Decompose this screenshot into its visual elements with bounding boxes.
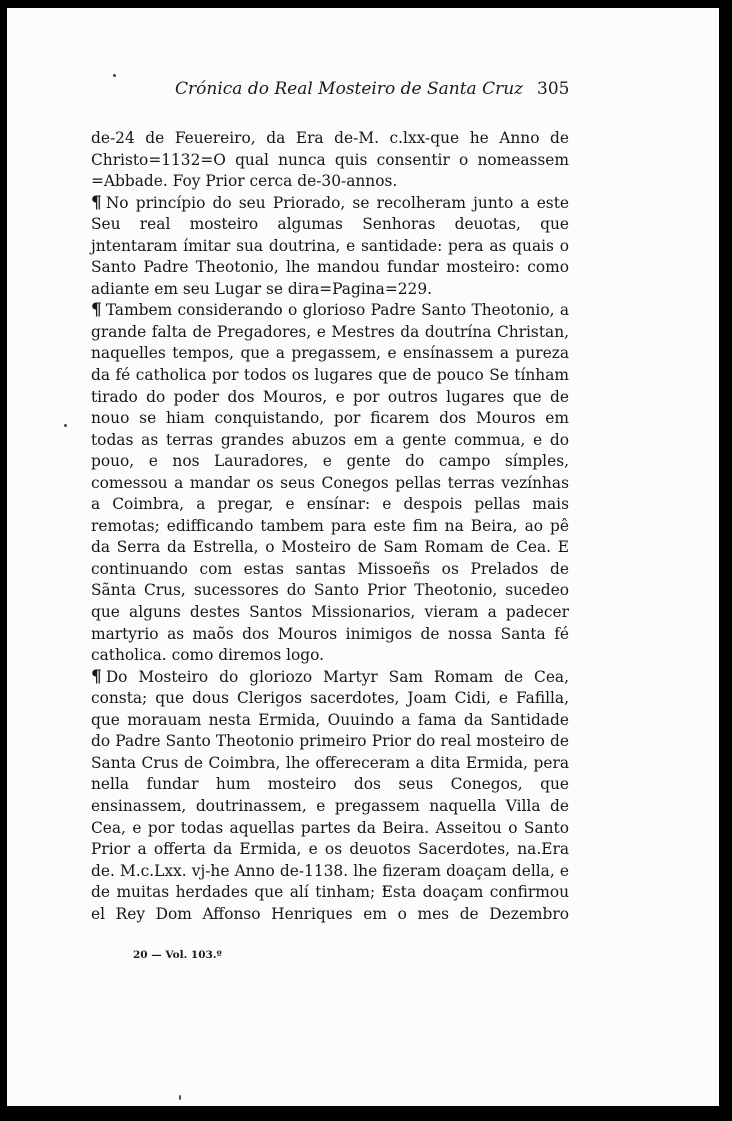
ink-speck: [64, 424, 67, 427]
pilcrow-icon: ¶: [91, 300, 102, 321]
pilcrow-icon: ¶: [91, 666, 102, 687]
ink-speck: [113, 74, 116, 77]
paragraph-text: Tambem considerando o glorioso Padre Santo Theotonio, a grande falta de Pregadores, e Mestres da doutrína Christan, naquelles tempos, que a pregassem, e ensínassem a pureza da fé catholica por todos os lugares que de pouco Se tínham tirado do poder dos Mouros, e por outros lugares que de nouo se hiam conquistando, por ficarem dos Mouros em todas as terras grandes abuzos em a gente commua, e do pouo, e nos Lauradores, e gente do campo símples, comessou a mandar os seus Conegos pellas terras vezínhas a Coimbra, a pregar, e ensínar: e despois pellas mais remotas; edifficando tambem para este fim na Beira, ao pê da Serra da Estrella, o Mosteiro de Sam Romam de Cea. E continuando com estas santas Missoeñs os Prelados de Sãnta Crus, sucessores do Santo Prior Theotonio, sucedeo que alguns destes Santos Missionarios, vieram a padecer martyrio as maõs dos Mouros inimigos de nossa Santa fé catholica. como diremos logo.: [91, 301, 569, 665]
running-header: [0, 79, 732, 101]
paragraph-text: Do Mosteiro do gloriozo Martyr Sam Romam de Cea, consta; que dous Clerigos sacerdotes, Joam Cidi, e Fafilla, que morauam nesta Ermida, Ouuindo a fama da Santidade do Padre Santo Theotonio primeiro Prior do real mosteiro de Santa Crus de Coimbra, lhe offereceram a dita Ermida, pera nella fundar hum mosteiro dos seus Conegos, que ensinassem, doutrinassem, e pregassem naquella Villa de Cea, e por todas aquellas partes da Beira. Asseitou o Santo Prior a offerta da Ermida, e os deuotos Sacerdotes, na.Era de. M.c.Lxx. vj-he Anno de-1138. lhe fizeram doaçam della, e de muitas herdades que alí tinham; Esta doaçam confirmou el Rey Dom Affonso Henriques em o mes de Dezembro: [91, 667, 569, 923]
page-number: 305: [537, 79, 570, 99]
paragraph: [91, 128, 569, 193]
paragraph-text: de-24 de Feuereiro, da Era de-M. c.lxx-que he Anno de Christo=1132=O qual nunca quis consentir o nomeassem =Abbade. Foy Prior cerca de-30-annos.: [91, 129, 569, 191]
running-title: Crónica do Real Mosteiro de Santa Cruz: [175, 79, 524, 99]
paragraph: [91, 193, 569, 301]
body-text: [91, 128, 569, 925]
paragraph-text: No princípio do seu Priorado, se recolheram junto a este Seu real mosteiro algumas Senhoras deuotas, que jntentaram ímitar sua doutrina, e santidade: pera as quais o Santo Padre Theotonio, lhe mandou fundar mosteiro: como adiante em seu Lugar se dira=Pagina=229.: [91, 193, 569, 298]
printer-signature: 20 — Vol. 103.º: [133, 949, 222, 961]
paragraph: [91, 667, 569, 926]
pilcrow-icon: ¶: [91, 192, 102, 213]
paragraph: [91, 300, 569, 666]
ink-speck: [179, 1095, 181, 1100]
